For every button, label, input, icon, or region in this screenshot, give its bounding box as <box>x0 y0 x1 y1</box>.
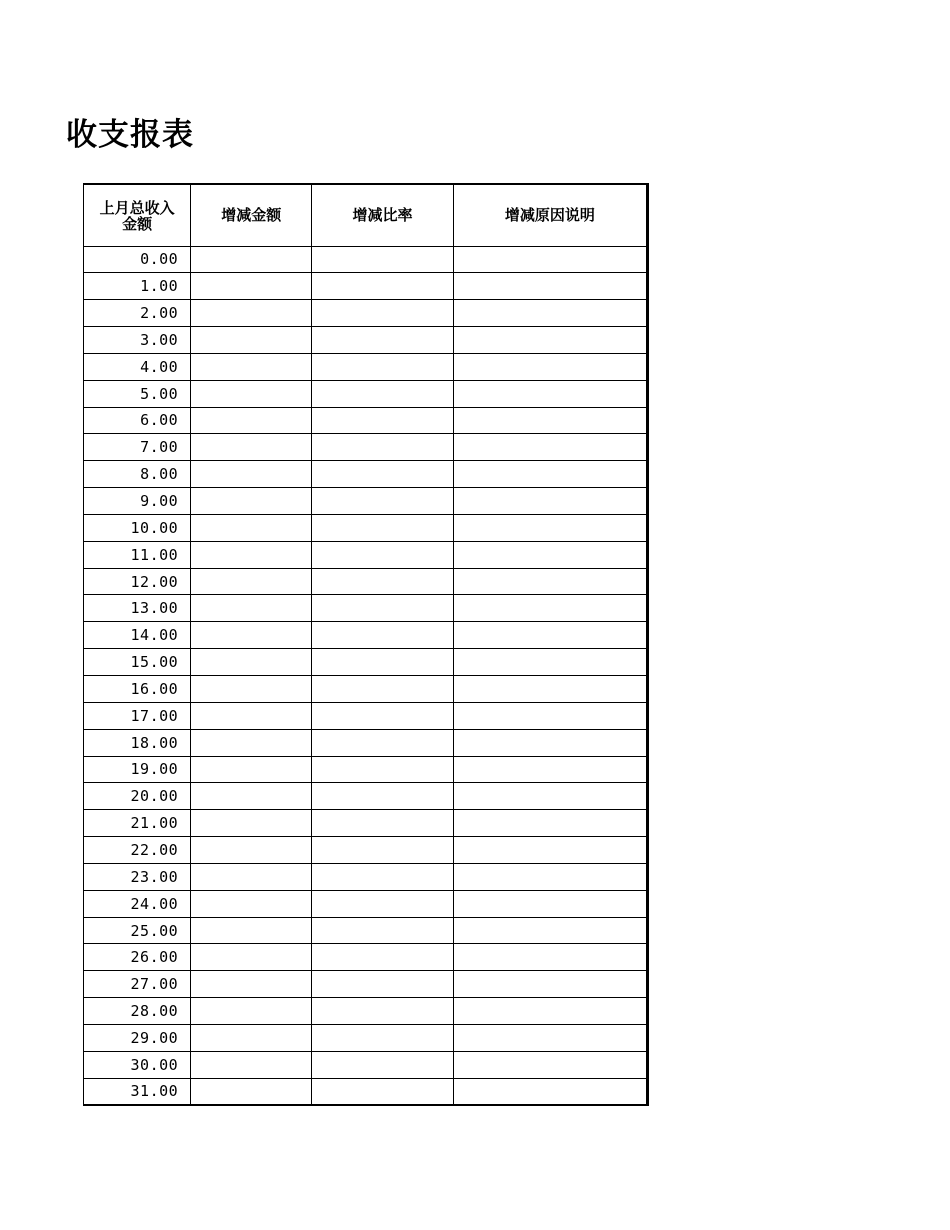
cell-change-reason[interactable] <box>453 407 647 434</box>
cell-change-reason[interactable] <box>453 1078 647 1105</box>
cell-change-rate[interactable] <box>312 246 453 273</box>
cell-change-amount[interactable] <box>191 1051 312 1078</box>
cell-change-reason[interactable] <box>453 917 647 944</box>
cell-change-reason[interactable] <box>453 488 647 515</box>
table-row <box>84 676 648 703</box>
cell-change-amount[interactable] <box>191 380 312 407</box>
cell-change-amount[interactable] <box>191 756 312 783</box>
cell-change-rate[interactable] <box>312 514 453 541</box>
cell-change-rate[interactable] <box>312 434 453 461</box>
table-row <box>84 246 648 273</box>
cell-change-amount[interactable] <box>191 595 312 622</box>
cell-change-rate[interactable] <box>312 676 453 703</box>
cell-change-reason[interactable] <box>453 810 647 837</box>
cell-change-rate[interactable] <box>312 622 453 649</box>
table-row <box>84 568 648 595</box>
cell-change-reason[interactable] <box>453 837 647 864</box>
table-row <box>84 1078 648 1105</box>
cell-change-amount[interactable] <box>191 971 312 998</box>
cell-change-amount[interactable] <box>191 729 312 756</box>
cell-change-rate[interactable] <box>312 568 453 595</box>
cell-last-month-income: 1.00 <box>84 273 191 300</box>
cell-last-month-income: 30.00 <box>84 1051 191 1078</box>
cell-change-rate[interactable] <box>312 837 453 864</box>
header-last-month-income <box>84 184 191 246</box>
table-row <box>84 273 648 300</box>
table-row <box>84 944 648 971</box>
cell-change-rate[interactable] <box>312 863 453 890</box>
cell-last-month-income: 18.00 <box>84 729 191 756</box>
cell-last-month-income: 7.00 <box>84 434 191 461</box>
table-row <box>84 488 648 515</box>
cell-change-amount[interactable] <box>191 488 312 515</box>
cell-change-amount[interactable] <box>191 702 312 729</box>
cell-change-amount[interactable] <box>191 917 312 944</box>
report-table <box>83 183 649 1106</box>
table-row <box>84 461 648 488</box>
cell-last-month-income: 12.00 <box>84 568 191 595</box>
table-row <box>84 998 648 1025</box>
cell-change-reason[interactable] <box>453 622 647 649</box>
cell-change-reason[interactable] <box>453 327 647 354</box>
cell-last-month-income: 2.00 <box>84 300 191 327</box>
cell-change-amount[interactable] <box>191 837 312 864</box>
cell-change-rate[interactable] <box>312 273 453 300</box>
cell-change-amount[interactable] <box>191 1024 312 1051</box>
cell-change-amount[interactable] <box>191 434 312 461</box>
cell-change-reason[interactable] <box>453 649 647 676</box>
header-last-month-income-line1: 上月总收入 <box>99 199 175 218</box>
cell-change-rate[interactable] <box>312 541 453 568</box>
cell-change-rate[interactable] <box>312 810 453 837</box>
cell-change-amount[interactable] <box>191 998 312 1025</box>
cell-change-amount[interactable] <box>191 810 312 837</box>
table-row <box>84 622 648 649</box>
cell-change-rate[interactable] <box>312 944 453 971</box>
cell-change-amount[interactable] <box>191 461 312 488</box>
cell-change-reason[interactable] <box>453 971 647 998</box>
cell-change-reason[interactable] <box>453 756 647 783</box>
cell-change-rate[interactable] <box>312 702 453 729</box>
cell-change-reason[interactable] <box>453 890 647 917</box>
table-row <box>84 353 648 380</box>
cell-change-rate[interactable] <box>312 407 453 434</box>
cell-change-rate[interactable] <box>312 729 453 756</box>
cell-last-month-income: 29.00 <box>84 1024 191 1051</box>
cell-change-rate[interactable] <box>312 917 453 944</box>
table-row <box>84 300 648 327</box>
cell-last-month-income: 13.00 <box>84 595 191 622</box>
cell-change-amount[interactable] <box>191 273 312 300</box>
cell-last-month-income: 25.00 <box>84 917 191 944</box>
cell-change-reason[interactable] <box>453 863 647 890</box>
cell-last-month-income: 14.00 <box>84 622 191 649</box>
cell-change-amount[interactable] <box>191 1078 312 1105</box>
cell-change-reason[interactable] <box>453 944 647 971</box>
cell-change-amount[interactable] <box>191 541 312 568</box>
cell-last-month-income: 31.00 <box>84 1078 191 1105</box>
cell-change-amount[interactable] <box>191 622 312 649</box>
cell-last-month-income: 0.00 <box>84 246 191 273</box>
header-change-reason: 增减原因说明 <box>453 184 647 246</box>
cell-change-rate[interactable] <box>312 649 453 676</box>
cell-change-rate[interactable] <box>312 971 453 998</box>
table-row <box>84 434 648 461</box>
cell-last-month-income: 19.00 <box>84 756 191 783</box>
cell-change-reason[interactable] <box>453 300 647 327</box>
cell-last-month-income: 6.00 <box>84 407 191 434</box>
table-row <box>84 971 648 998</box>
table-row <box>84 890 648 917</box>
cell-change-rate[interactable] <box>312 300 453 327</box>
cell-change-reason[interactable] <box>453 353 647 380</box>
cell-change-amount[interactable] <box>191 407 312 434</box>
cell-change-reason[interactable] <box>453 273 647 300</box>
cell-change-amount[interactable] <box>191 246 312 273</box>
cell-change-reason[interactable] <box>453 1024 647 1051</box>
table-row <box>84 756 648 783</box>
cell-change-amount[interactable] <box>191 300 312 327</box>
cell-last-month-income: 9.00 <box>84 488 191 515</box>
cell-change-rate[interactable] <box>312 488 453 515</box>
cell-change-rate[interactable] <box>312 1051 453 1078</box>
cell-change-reason[interactable] <box>453 568 647 595</box>
cell-change-rate[interactable] <box>312 461 453 488</box>
table-row <box>84 595 648 622</box>
cell-change-amount[interactable] <box>191 568 312 595</box>
header-change-amount: 增减金额 <box>191 184 312 246</box>
cell-last-month-income: 26.00 <box>84 944 191 971</box>
cell-change-reason[interactable] <box>453 783 647 810</box>
cell-change-reason[interactable] <box>453 434 647 461</box>
table-row <box>84 407 648 434</box>
cell-change-rate[interactable] <box>312 1024 453 1051</box>
cell-last-month-income: 24.00 <box>84 890 191 917</box>
cell-change-amount[interactable] <box>191 944 312 971</box>
cell-last-month-income: 10.00 <box>84 514 191 541</box>
cell-last-month-income: 4.00 <box>84 353 191 380</box>
cell-last-month-income: 20.00 <box>84 783 191 810</box>
table-row <box>84 327 648 354</box>
cell-change-amount[interactable] <box>191 676 312 703</box>
cell-change-rate[interactable] <box>312 756 453 783</box>
table-row <box>84 1051 648 1078</box>
cell-change-reason[interactable] <box>453 595 647 622</box>
table-row <box>84 810 648 837</box>
table-row <box>84 514 648 541</box>
cell-change-rate[interactable] <box>312 327 453 354</box>
cell-last-month-income: 11.00 <box>84 541 191 568</box>
cell-change-reason[interactable] <box>453 1051 647 1078</box>
cell-change-amount[interactable] <box>191 783 312 810</box>
cell-last-month-income: 21.00 <box>84 810 191 837</box>
cell-change-reason[interactable] <box>453 702 647 729</box>
cell-change-amount[interactable] <box>191 890 312 917</box>
cell-change-rate[interactable] <box>312 890 453 917</box>
header-change-rate: 增减比率 <box>312 184 453 246</box>
table-row <box>84 380 648 407</box>
cell-change-rate[interactable] <box>312 380 453 407</box>
table-row <box>84 729 648 756</box>
cell-last-month-income: 27.00 <box>84 971 191 998</box>
cell-last-month-income: 17.00 <box>84 702 191 729</box>
cell-change-reason[interactable] <box>453 380 647 407</box>
cell-change-amount[interactable] <box>191 353 312 380</box>
cell-last-month-income: 23.00 <box>84 863 191 890</box>
cell-last-month-income: 8.00 <box>84 461 191 488</box>
cell-last-month-income: 3.00 <box>84 327 191 354</box>
cell-change-reason[interactable] <box>453 676 647 703</box>
table-header-row <box>84 184 648 246</box>
table-row <box>84 783 648 810</box>
table-row <box>84 917 648 944</box>
cell-change-amount[interactable] <box>191 649 312 676</box>
table-row <box>84 649 648 676</box>
cell-change-reason[interactable] <box>453 514 647 541</box>
cell-last-month-income: 22.00 <box>84 837 191 864</box>
cell-change-rate[interactable] <box>312 353 453 380</box>
cell-change-rate[interactable] <box>312 998 453 1025</box>
table-row <box>84 837 648 864</box>
cell-change-amount[interactable] <box>191 514 312 541</box>
header-last-month-income-line2: 金额 <box>122 215 153 234</box>
page-title-text: 收支报表 <box>66 117 194 153</box>
cell-change-rate[interactable] <box>312 783 453 810</box>
page-title <box>66 112 280 158</box>
cell-change-reason[interactable] <box>453 461 647 488</box>
cell-change-rate[interactable] <box>312 1078 453 1105</box>
cell-last-month-income: 16.00 <box>84 676 191 703</box>
cell-change-reason[interactable] <box>453 246 647 273</box>
table-row <box>84 863 648 890</box>
cell-change-reason[interactable] <box>453 541 647 568</box>
cell-change-amount[interactable] <box>191 863 312 890</box>
cell-last-month-income: 5.00 <box>84 380 191 407</box>
cell-change-rate[interactable] <box>312 595 453 622</box>
cell-last-month-income: 15.00 <box>84 649 191 676</box>
cell-change-reason[interactable] <box>453 729 647 756</box>
cell-change-reason[interactable] <box>453 998 647 1025</box>
cell-change-amount[interactable] <box>191 327 312 354</box>
table-row <box>84 702 648 729</box>
table-row <box>84 541 648 568</box>
table-row <box>84 1024 648 1051</box>
cell-last-month-income: 28.00 <box>84 998 191 1025</box>
